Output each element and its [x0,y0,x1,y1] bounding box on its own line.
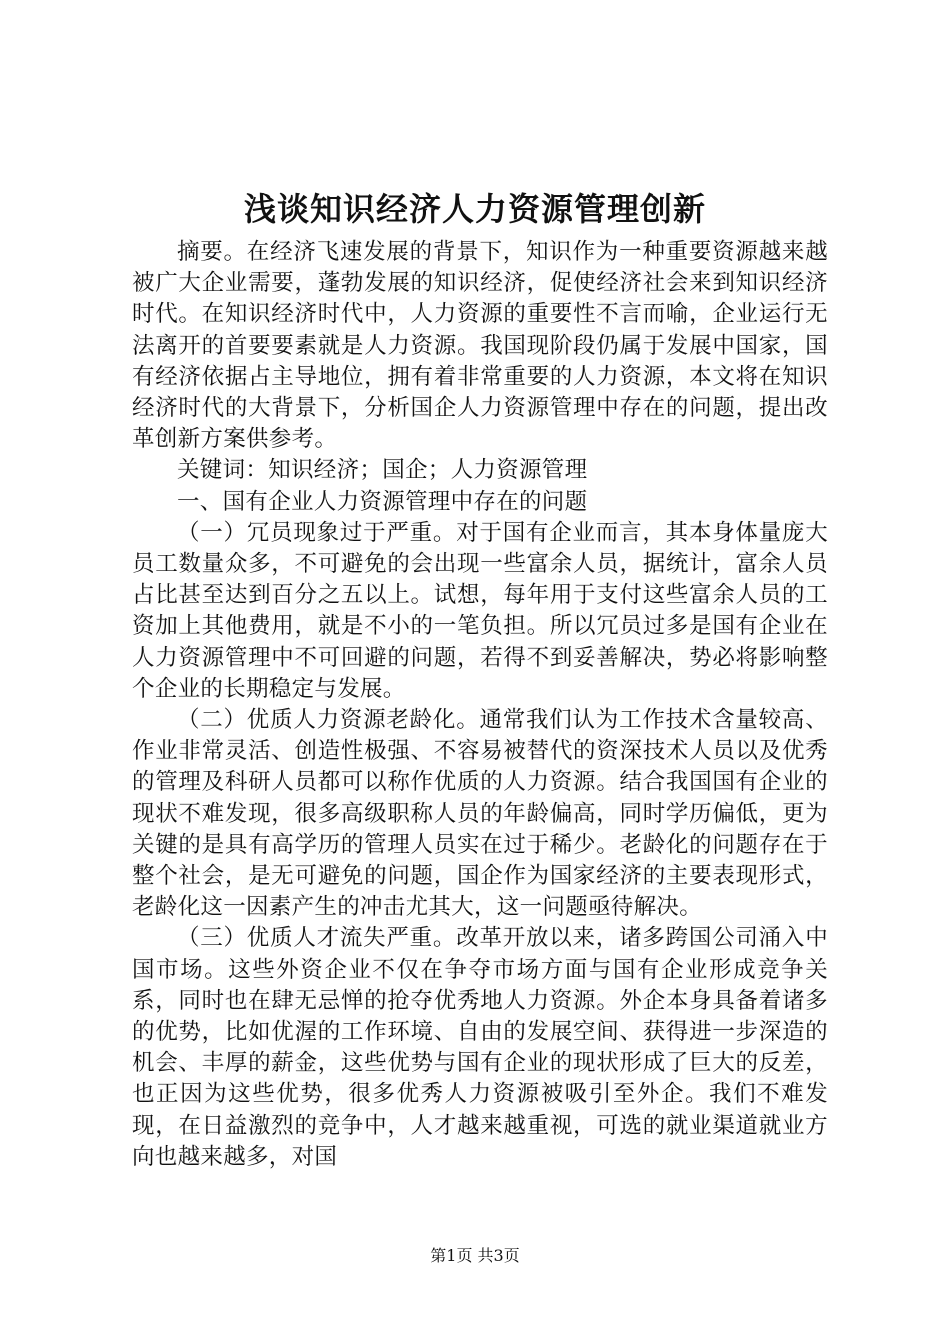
document-body [132,237,828,1173]
keywords-paragraph: 关键词：知识经济；国企；人力资源管理 [177,457,588,484]
page-footer: 第1页 共3页 [430,1246,520,1265]
section-heading: 一、国有企业人力资源管理中存在的问题 [177,488,588,515]
body-paragraph: （一）冗员现象过于严重。对于国有企业而言，其本身体量庞大员工数量众多，不可避免的会出现一些富余人员，据统计，富余人员占比甚至达到百分之五以上。试想，每年用于支付这些富余人员的工资加上其他费用，就是不小的一笔负担。所以冗员过多是国有企业在人力资源管理中不可回避的问题，若得不到妥善解决，势必将影响整个企业的长期稳定与发展。 [132,519,828,702]
document-title: 浅谈知识经济人力资源管理创新 [243,190,706,228]
body-paragraph: （三）优质人才流失严重。改革开放以来，诸多跨国公司涌入中国市场。这些外资企业不仅在争夺市场方面与国有企业形成竞争关系，同时也在肆无忌惮的抢夺优秀地人力资源。外企本身具备着诸多的优势，比如优渥的工作环境、自由的发展空间、获得进一步深造的机会、丰厚的薪金，这些优势与国有企业的现状形成了巨大的反差，也正因为这些优势，很多优秀人力资源被吸引至外企。我们不难发现，在日益激烈的竞争中，人才越来越重视，可选的就业渠道就业方向也越来越多，对国 [132,925,828,1170]
body-paragraph: （二）优质人力资源老龄化。通常我们认为工作技术含量较高、作业非常灵活、创造性极强、不容易被替代的资深技术人员以及优秀的管理及科研人员都可以称作优质的人力资源。结合我国国有企业的现状不难发现，很多高级职称人员的年龄偏高，同时学历偏低，更为关键的是具有高学历的管理人员实在过于稀少。老龄化的问题存在于整个社会，是无可避免的问题，国企作为国家经济的主要表现形式，老龄化这一因素产生的冲击尤其大，这一问题亟待解决。 [132,707,828,921]
abstract-paragraph: 摘要。在经济飞速发展的背景下，知识作为一种重要资源越来越被广大企业需要，蓬勃发展的知识经济，促使经济社会来到知识经济时代。在知识经济时代中，人力资源的重要性不言而喻，企业运行无法离开的首要要素就是人力资源。我国现阶段仍属于发展中国家，国有经济依据占主导地位，拥有着非常重要的人力资源，本文将在知识经济时代的大背景下，分析国企人力资源管理中存在的问题，提出改革创新方案供参考。 [132,239,828,453]
